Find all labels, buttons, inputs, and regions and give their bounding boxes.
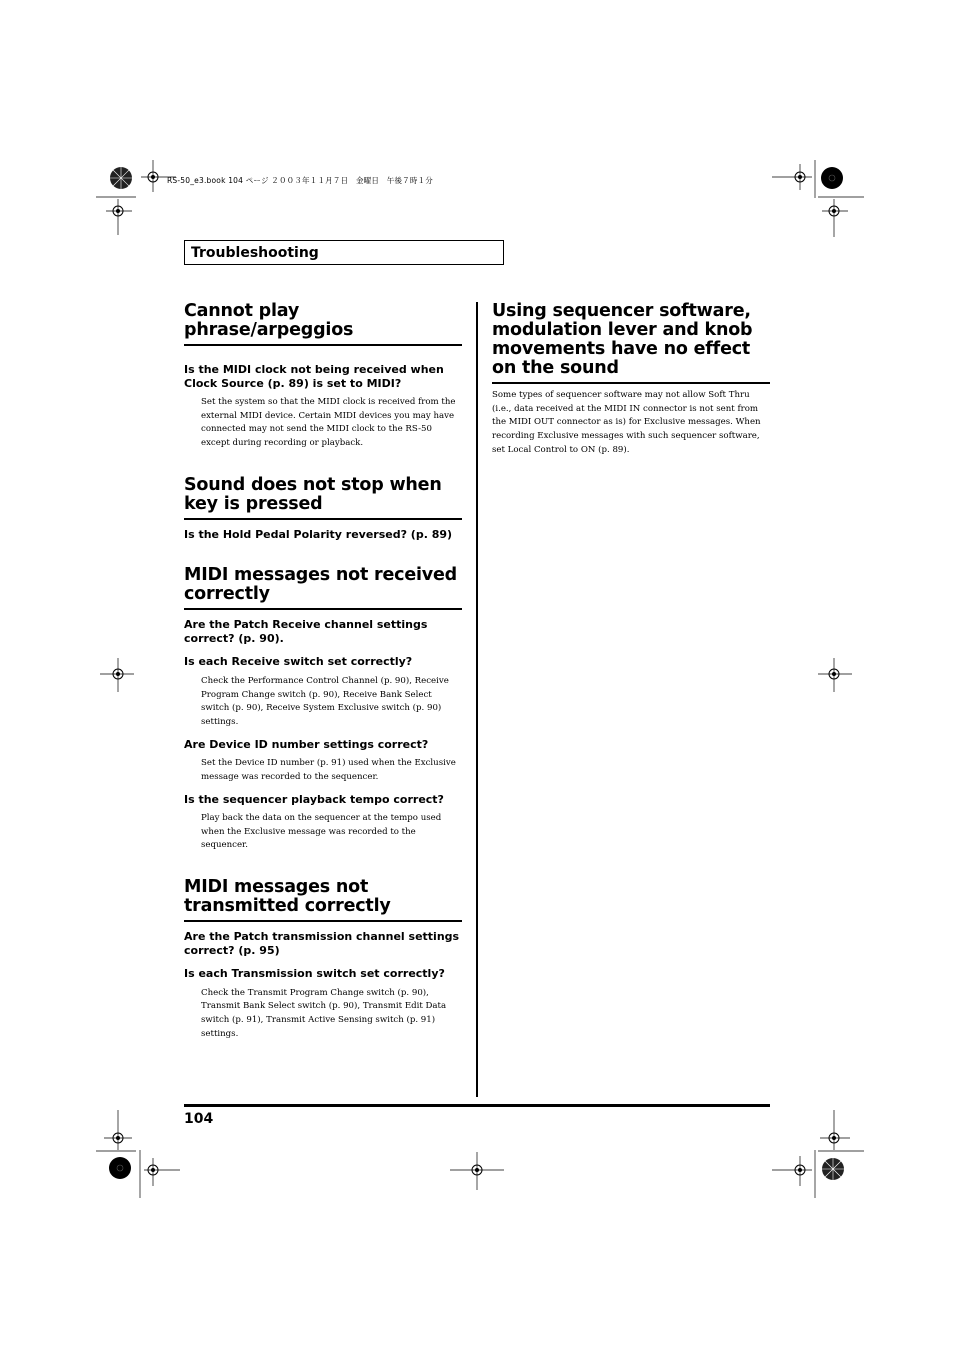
heading-cannot-play-phrase: Cannot play phrase/arpeggios bbox=[184, 302, 462, 346]
question: Is the sequencer playback tempo correct? bbox=[184, 792, 444, 806]
crosshair-icon bbox=[450, 1152, 506, 1192]
question: Is the MIDI clock not being received when Clock Source (p. 89) is set to MIDI? bbox=[184, 363, 444, 390]
crosshair-icon bbox=[772, 160, 818, 200]
registration-target-icon bbox=[108, 165, 138, 195]
question: Are the Patch transmission channel settings correct? (p. 95) bbox=[184, 930, 460, 957]
question: Is each Receive switch set correctly? bbox=[184, 655, 413, 669]
heading-sound-does-not-stop: Sound does not stop when key is pressed bbox=[184, 476, 462, 520]
section-title-box bbox=[184, 240, 504, 265]
crosshair-icon bbox=[772, 1150, 818, 1200]
crosshair-icon bbox=[818, 658, 854, 694]
question: Are the Patch Receive channel settings correct? (p. 90). bbox=[184, 618, 428, 645]
print-info-line: RS-50_e3.book 104 ページ ２００３年１１月７日 金曜日 午後７時１分 bbox=[167, 176, 433, 185]
registration-target-icon bbox=[820, 1156, 848, 1184]
footer-rule bbox=[184, 1104, 770, 1107]
crosshair-icon bbox=[136, 1150, 182, 1200]
crosshair-icon bbox=[96, 1110, 136, 1154]
answer: Set the system so that the MIDI clock is received from the external MIDI device. Certain MIDI devices you may have connected may not send the MIDI clock to the RS-50 except during recording or playback. bbox=[201, 397, 456, 449]
crosshair-icon bbox=[818, 195, 864, 239]
heading-using-sequencer-software: Using sequencer software, modulation lever and knob movements have no effect on the sound bbox=[492, 302, 770, 384]
crosshair-icon bbox=[96, 195, 136, 235]
crosshair-icon bbox=[138, 160, 178, 200]
registration-target-icon bbox=[820, 166, 846, 192]
answer: Check the Performance Control Channel (p. 90), Receive Program Change switch (p. 90), Receive Bank Select switch (p. 90), Receive System Exclusive switch (p. 90) settings. bbox=[201, 675, 449, 727]
answer: Set the Device ID number (p. 91) used when the Exclusive message was recorded to the sequencer. bbox=[201, 758, 456, 782]
section-title: Troubleshooting bbox=[191, 245, 319, 261]
heading-midi-not-received: MIDI messages not received correctly bbox=[184, 566, 462, 610]
column-divider bbox=[476, 302, 478, 1097]
answer: Play back the data on the sequencer at the tempo used when the Exclusive message was recorded to the sequencer. bbox=[201, 813, 442, 851]
question: Is the Hold Pedal Polarity reversed? (p. 89) bbox=[184, 527, 453, 541]
question: Are Device ID number settings correct? bbox=[184, 737, 429, 751]
answer: Check the Transmit Program Change switch (p. 90), Transmit Bank Select switch (p. 90), Transmit Edit Data switch (p. 91), Transmit Active Sensing switch (p. 91) settings. bbox=[201, 987, 447, 1039]
heading-midi-not-transmitted: MIDI messages not transmitted correctly bbox=[184, 878, 462, 922]
page-number: 104 bbox=[184, 1111, 214, 1127]
crosshair-icon bbox=[100, 658, 136, 694]
crosshair-icon bbox=[818, 1110, 864, 1154]
registration-target-icon bbox=[108, 1156, 134, 1182]
body-text: Some types of sequencer software may not allow Soft Thru (i.e., data received at the MIDI IN connector is not sent from the MIDI OUT connector as is) for Exclusive messages. When recording Exclusive messages with such sequencer software, set Local Control to ON (p. 89). bbox=[492, 390, 761, 455]
question: Is each Transmission switch set correctly? bbox=[184, 967, 445, 981]
left-column bbox=[184, 302, 462, 1041]
right-column bbox=[492, 302, 770, 458]
